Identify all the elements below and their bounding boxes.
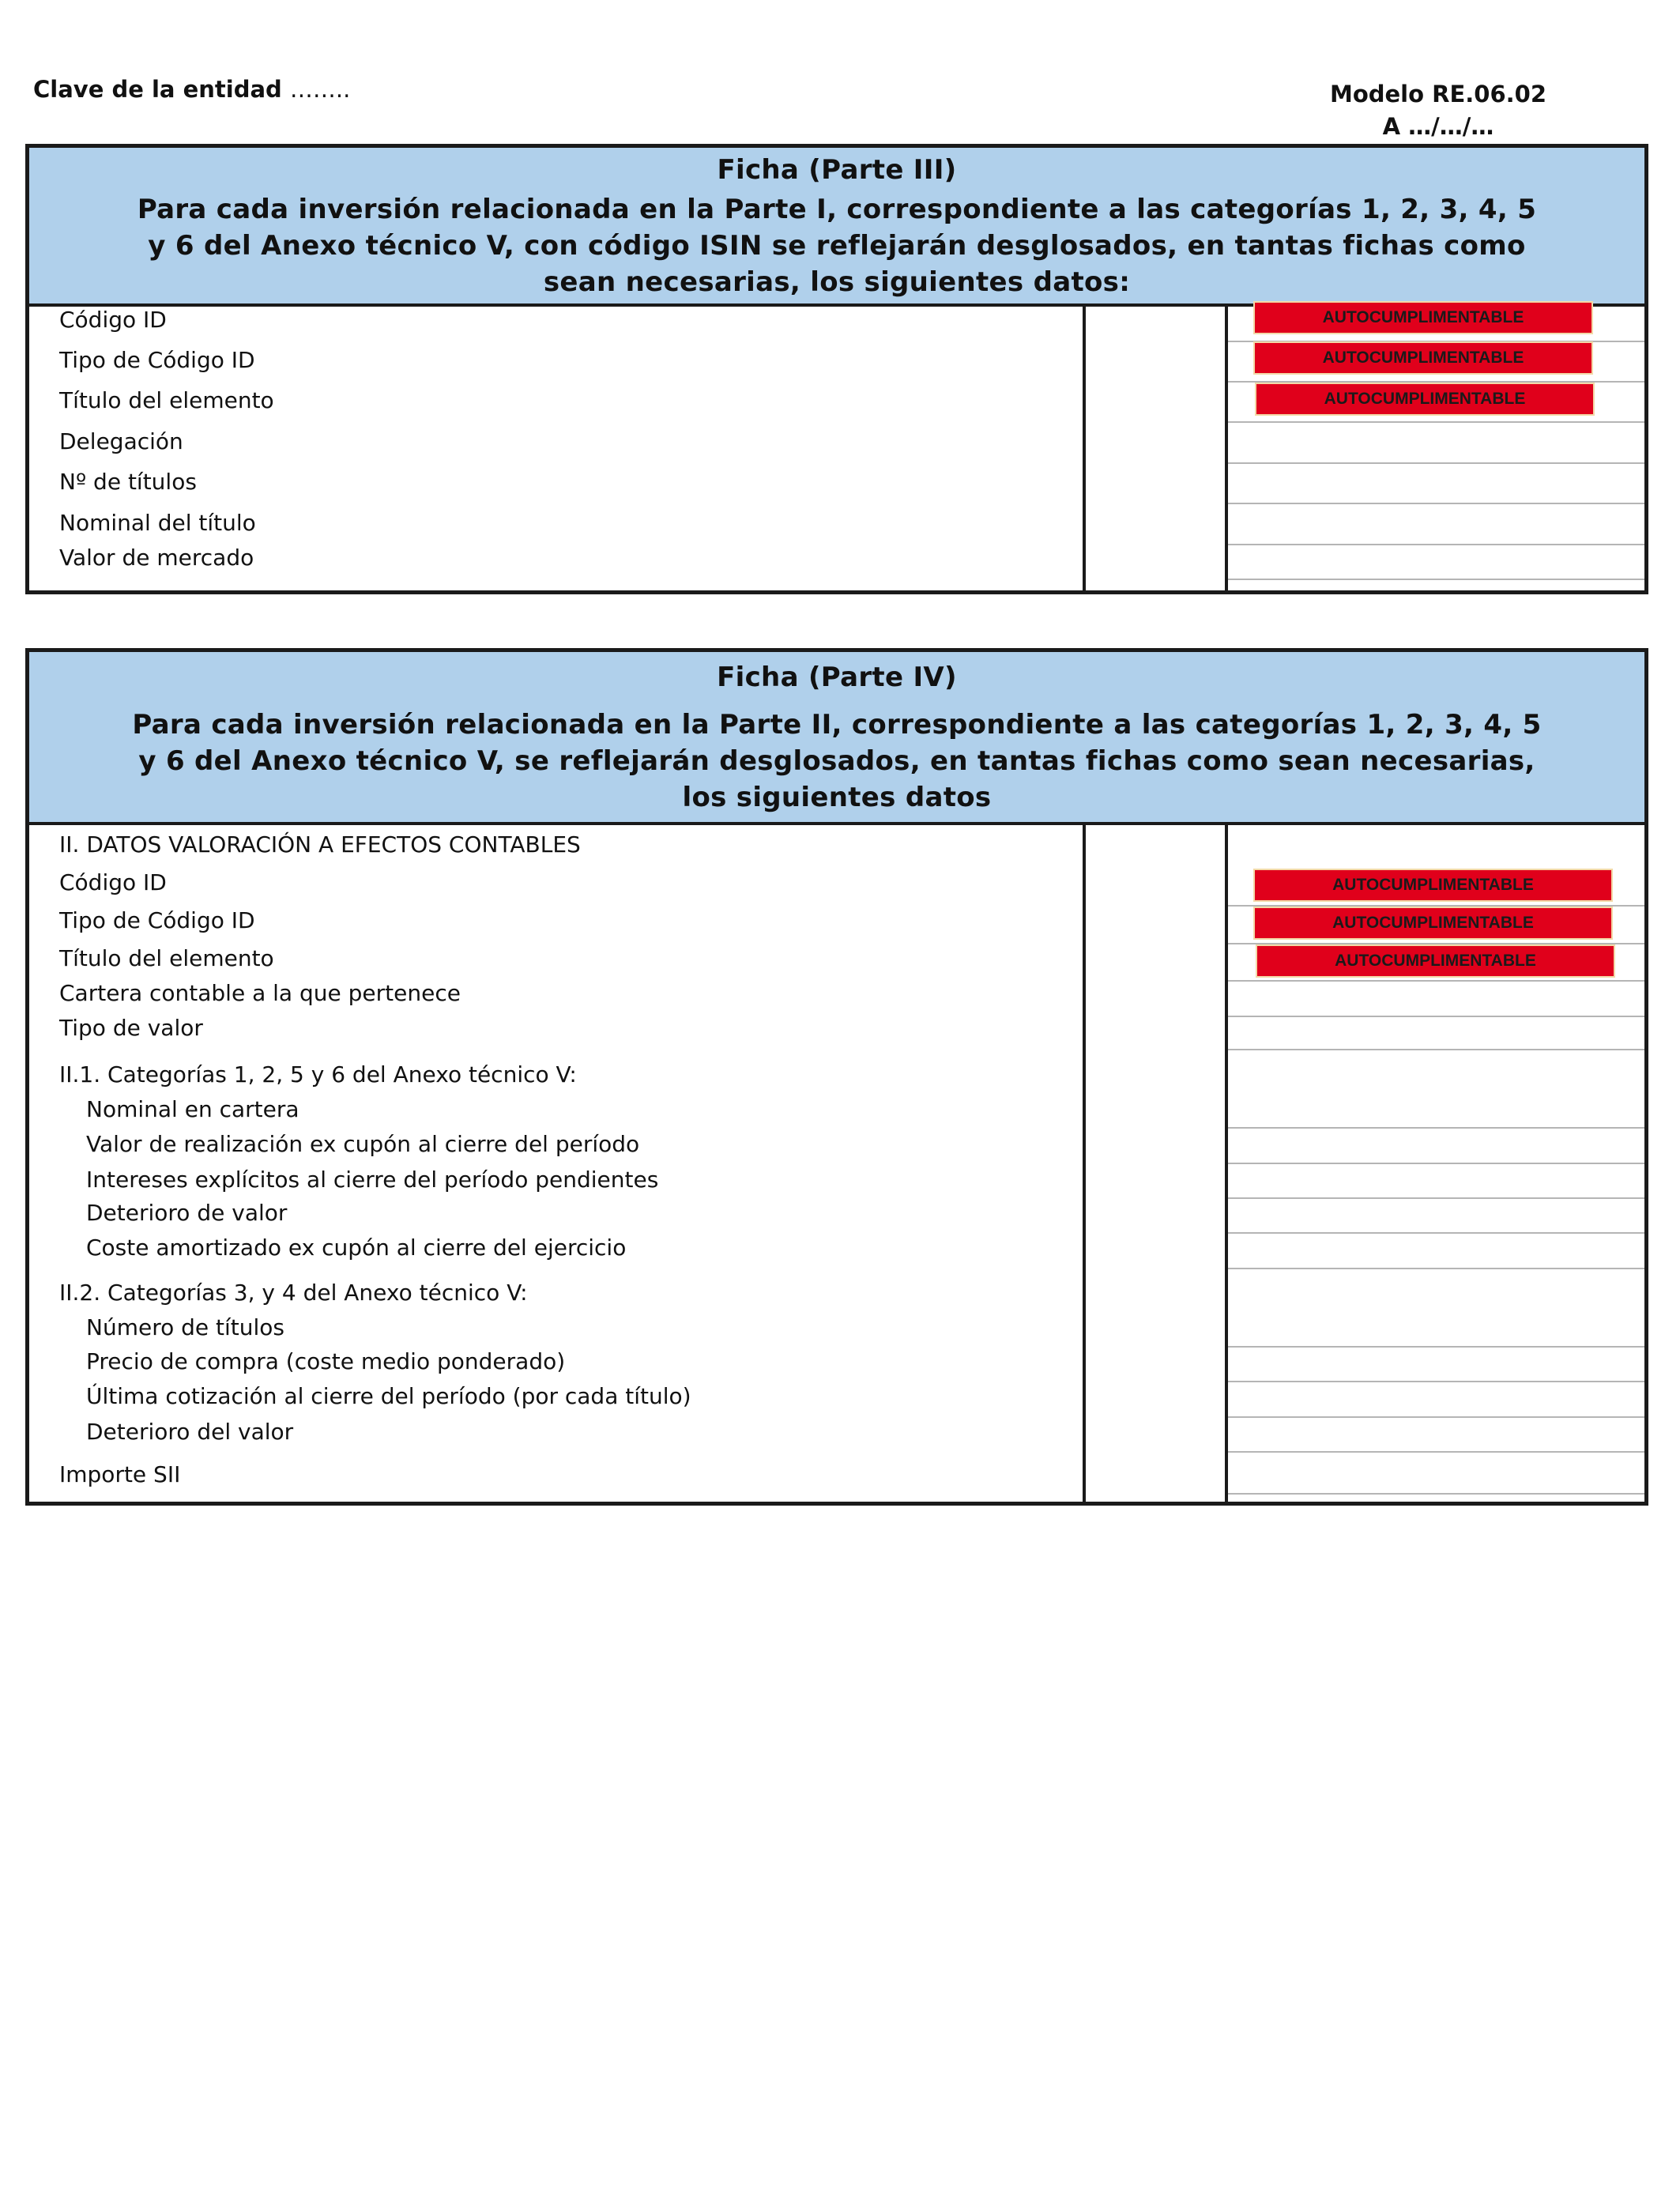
entity-key-value[interactable]: …….. — [289, 76, 351, 103]
part-iv-title: Ficha (Parte IV) — [717, 662, 957, 693]
value-row-divider — [1228, 1451, 1644, 1453]
column-divider — [1225, 822, 1228, 1502]
value-row-divider — [1228, 1049, 1644, 1050]
part-iv-desc-line: Para cada inversión relacionada en la Parte II, correspondiente a las categorías 1, 2, 3, 4, 5 — [132, 709, 1542, 741]
autocomplete-field[interactable]: AUTOCUMPLIMENTABLE — [1256, 944, 1615, 978]
field-label: Código ID — [59, 307, 167, 333]
field-label: Nº de títulos — [59, 469, 197, 495]
value-row-divider — [1228, 1416, 1644, 1418]
field-label: Nominal en cartera — [86, 1096, 299, 1122]
part-iii-title: Ficha (Parte III) — [717, 154, 957, 186]
field-label: Delegación — [59, 428, 183, 454]
field-label: Tipo de Código ID — [59, 907, 255, 933]
part-iii-header — [29, 148, 1644, 307]
part-iv-desc-line: los siguientes datos — [682, 782, 992, 813]
field-label: Importe SII — [59, 1461, 181, 1487]
value-row-divider — [1228, 1346, 1644, 1348]
value-row-divider — [1228, 1268, 1644, 1269]
field-label: II.1. Categorías 1, 2, 5 y 6 del Anexo técnico V: — [59, 1061, 577, 1088]
ficha-part-iv — [25, 648, 1648, 1506]
part-iii-desc-line: sean necesarias, los siguientes datos: — [543, 266, 1131, 298]
field-label: Tipo de valor — [59, 1015, 203, 1041]
field-label: II. DATOS VALORACIÓN A EFECTOS CONTABLES — [59, 831, 581, 858]
field-label: Título del elemento — [59, 387, 274, 413]
value-row-divider — [1228, 544, 1644, 545]
field-label: Deterioro de valor — [86, 1200, 288, 1226]
value-row-divider — [1228, 1127, 1644, 1129]
value-row-divider — [1228, 1163, 1644, 1164]
part-iii-desc-line: y 6 del Anexo técnico V, con código ISIN se reflejarán desglosados, en tantas fichas como — [148, 230, 1526, 262]
value-row-divider — [1228, 462, 1644, 464]
ficha-part-iii — [25, 144, 1648, 594]
field-label: II.2. Categorías 3, y 4 del Anexo técnico V: — [59, 1280, 528, 1306]
value-row-divider — [1228, 1016, 1644, 1017]
field-label: Intereses explícitos al cierre del período pendientes — [86, 1167, 659, 1193]
field-label: Título del elemento — [59, 945, 274, 971]
value-row-divider — [1228, 579, 1644, 580]
field-label: Nominal del título — [59, 510, 256, 536]
field-label: Valor de mercado — [59, 545, 254, 571]
value-row-divider — [1228, 1493, 1644, 1495]
autocomplete-field[interactable]: AUTOCUMPLIMENTABLE — [1253, 907, 1613, 940]
field-label: Código ID — [59, 869, 167, 895]
column-divider — [1083, 303, 1086, 590]
column-divider — [1225, 303, 1228, 590]
field-label: Deterioro del valor — [86, 1419, 294, 1445]
field-label: Valor de realización ex cupón al cierre del período — [86, 1131, 640, 1157]
value-row-divider — [1228, 1197, 1644, 1199]
entity-key — [33, 76, 350, 103]
value-row-divider — [1228, 421, 1644, 423]
autocomplete-field[interactable]: AUTOCUMPLIMENTABLE — [1255, 383, 1595, 416]
value-row-divider — [1228, 1232, 1644, 1234]
part-iv-header — [29, 652, 1644, 825]
column-divider — [1083, 822, 1086, 1502]
autocomplete-field[interactable]: AUTOCUMPLIMENTABLE — [1253, 869, 1613, 902]
value-row-divider — [1228, 980, 1644, 982]
model-code: Modelo RE.06.02 — [1329, 81, 1547, 107]
report-date: A …/…/… — [1382, 113, 1494, 140]
value-row-divider — [1228, 1381, 1644, 1382]
part-iv-desc-line: y 6 del Anexo técnico V, se reflejarán desglosados, en tantas fichas como sean necesarias, — [138, 745, 1535, 777]
value-row-divider — [1228, 503, 1644, 504]
part-iii-desc-line: Para cada inversión relacionada en la Parte I, correspondiente a las categorías 1, 2, 3, 4, 5 — [137, 194, 1537, 225]
field-label: Tipo de Código ID — [59, 347, 255, 373]
field-label: Coste amortizado ex cupón al cierre del ejercicio — [86, 1235, 627, 1261]
field-label: Número de títulos — [86, 1314, 285, 1340]
entity-key-label: Clave de la entidad — [33, 76, 282, 103]
field-label: Última cotización al cierre del período (por cada título) — [86, 1383, 691, 1409]
field-label: Precio de compra (coste medio ponderado) — [86, 1348, 566, 1374]
field-label: Cartera contable a la que pertenece — [59, 980, 461, 1006]
autocomplete-field[interactable]: AUTOCUMPLIMENTABLE — [1253, 341, 1593, 375]
autocomplete-field[interactable]: AUTOCUMPLIMENTABLE — [1253, 301, 1593, 334]
